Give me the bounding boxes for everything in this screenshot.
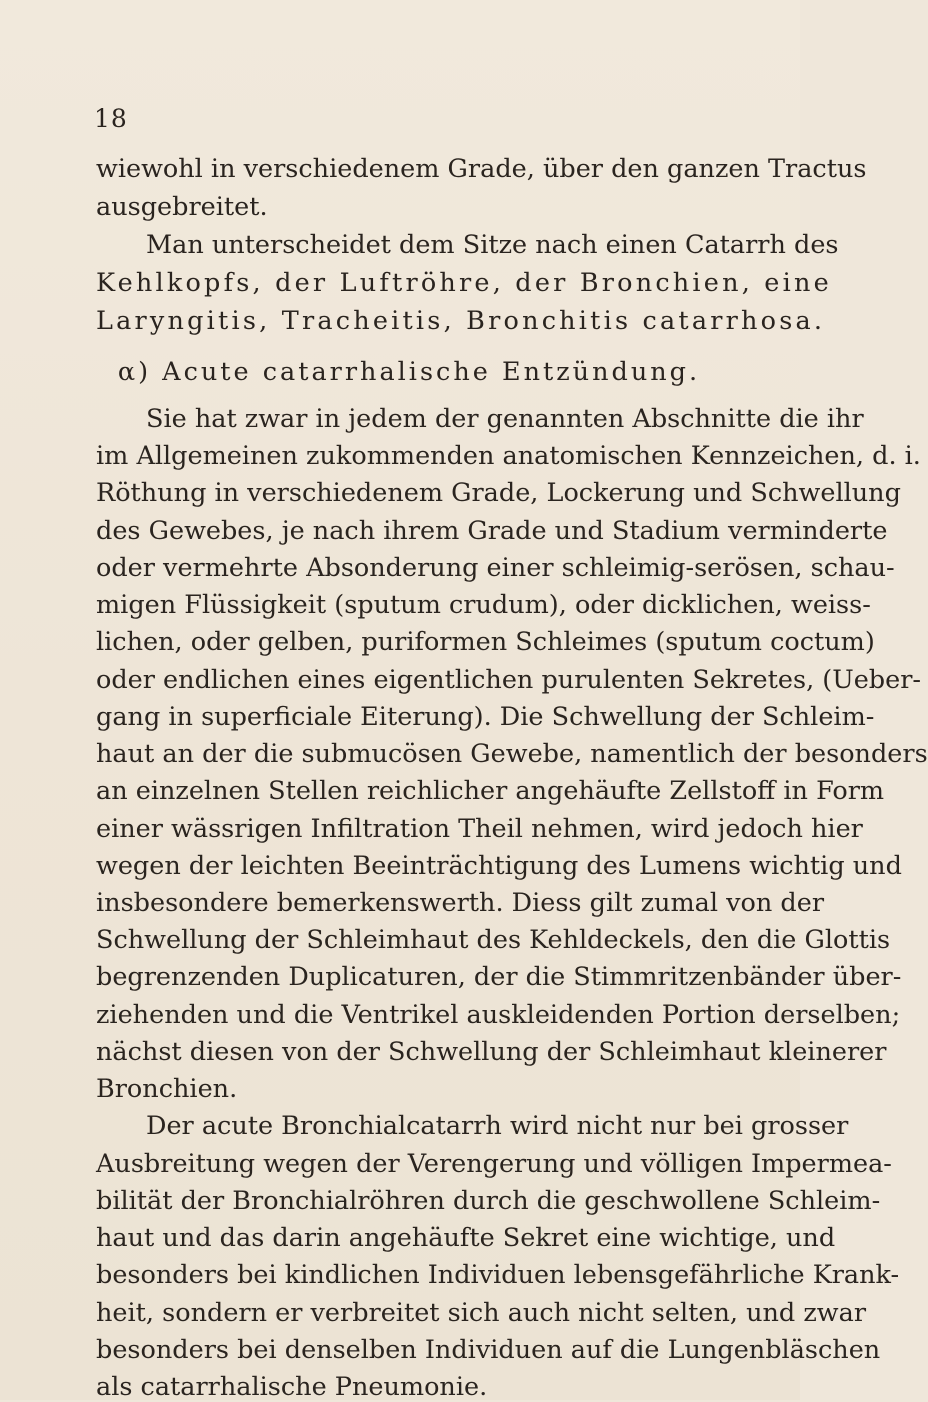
text-line: gang in superficiale Eiterung). Die Schwellung der Schleim- <box>96 702 875 732</box>
text-line: heit, sondern er verbreitet sich auch nicht selten, und zwar <box>96 1298 867 1328</box>
text-line: Kehlkopfs, der Luftröhre, der Bronchien, eine <box>96 268 832 298</box>
text-line: wiewohl in verschiedenem Grade, über den ganzen Tractus <box>96 154 867 184</box>
text-line: ziehenden und die Ventrikel auskleidenden Portion derselben; <box>96 1000 901 1030</box>
text-line: begrenzenden Duplicaturen, der die Stimmritzenbänder über- <box>96 962 902 992</box>
text-line: ausgebreitet. <box>96 192 268 222</box>
text-line: Laryngitis, Tracheitis, Bronchitis catarrhosa. <box>96 306 826 336</box>
text-line: als catarrhalische Pneumonie. <box>96 1372 488 1402</box>
text-line: Röthung in verschiedenem Grade, Lockerung und Schwellung <box>96 478 901 508</box>
text-line: besonders bei denselben Individuen auf die Lungenbläschen <box>96 1335 881 1365</box>
text-line: Schwellung der Schleimhaut des Kehldeckels, den die Glottis <box>96 925 891 955</box>
text-line: besonders bei kindlichen Individuen lebensgefährliche Krank- <box>96 1260 900 1290</box>
text-line: Ausbreitung wegen der Verengerung und völligen Impermea- <box>96 1149 892 1179</box>
text-line: lichen, oder gelben, puriformen Schleimes (sputum coctum) <box>96 627 875 657</box>
text-line: an einzelnen Stellen reichlicher angehäufte Zellstoff in Form <box>96 776 885 806</box>
text-line: Sie hat zwar in jedem der genannten Abschnitte die ihr <box>146 404 864 434</box>
text-line: migen Flüssigkeit (sputum crudum), oder dicklichen, weiss- <box>96 590 871 620</box>
text-line: Bronchien. <box>96 1074 238 1104</box>
text-line: einer wässrigen Infiltration Theil nehmen, wird jedoch hier <box>96 814 863 844</box>
text-line: Man unterscheidet dem Sitze nach einen Catarrh des <box>146 230 839 260</box>
text-line: bilität der Bronchialröhren durch die geschwollene Schleim- <box>96 1186 881 1216</box>
text-line: oder vermehrte Absonderung einer schleimig-serösen, schau- <box>96 553 895 583</box>
text-line: haut an der die submucösen Gewebe, namentlich der besonders <box>96 739 928 769</box>
text-line: nächst diesen von der Schwellung der Schleimhaut kleinerer <box>96 1037 887 1067</box>
text-line: haut und das darin angehäufte Sekret eine wichtige, und <box>96 1223 836 1253</box>
text-line: des Gewebes, je nach ihrem Grade und Stadium verminderte <box>96 516 888 546</box>
text-line: im Allgemeinen zukommenden anatomischen Kennzeichen, d. i. <box>96 441 921 471</box>
page-number: 18 <box>94 104 128 133</box>
section-heading: α) Acute catarrhalische Entzündung. <box>117 357 701 387</box>
text-line: wegen der leichten Beeinträchtigung des Lumens wichtig und <box>96 851 902 881</box>
text-line: Der acute Bronchialcatarrh wird nicht nur bei grosser <box>146 1111 849 1141</box>
text-line: oder endlichen eines eigentlichen purulenten Sekretes, (Ueber- <box>96 665 922 695</box>
text-line: insbesondere bemerkenswerth. Diess gilt zumal von der <box>96 888 825 918</box>
